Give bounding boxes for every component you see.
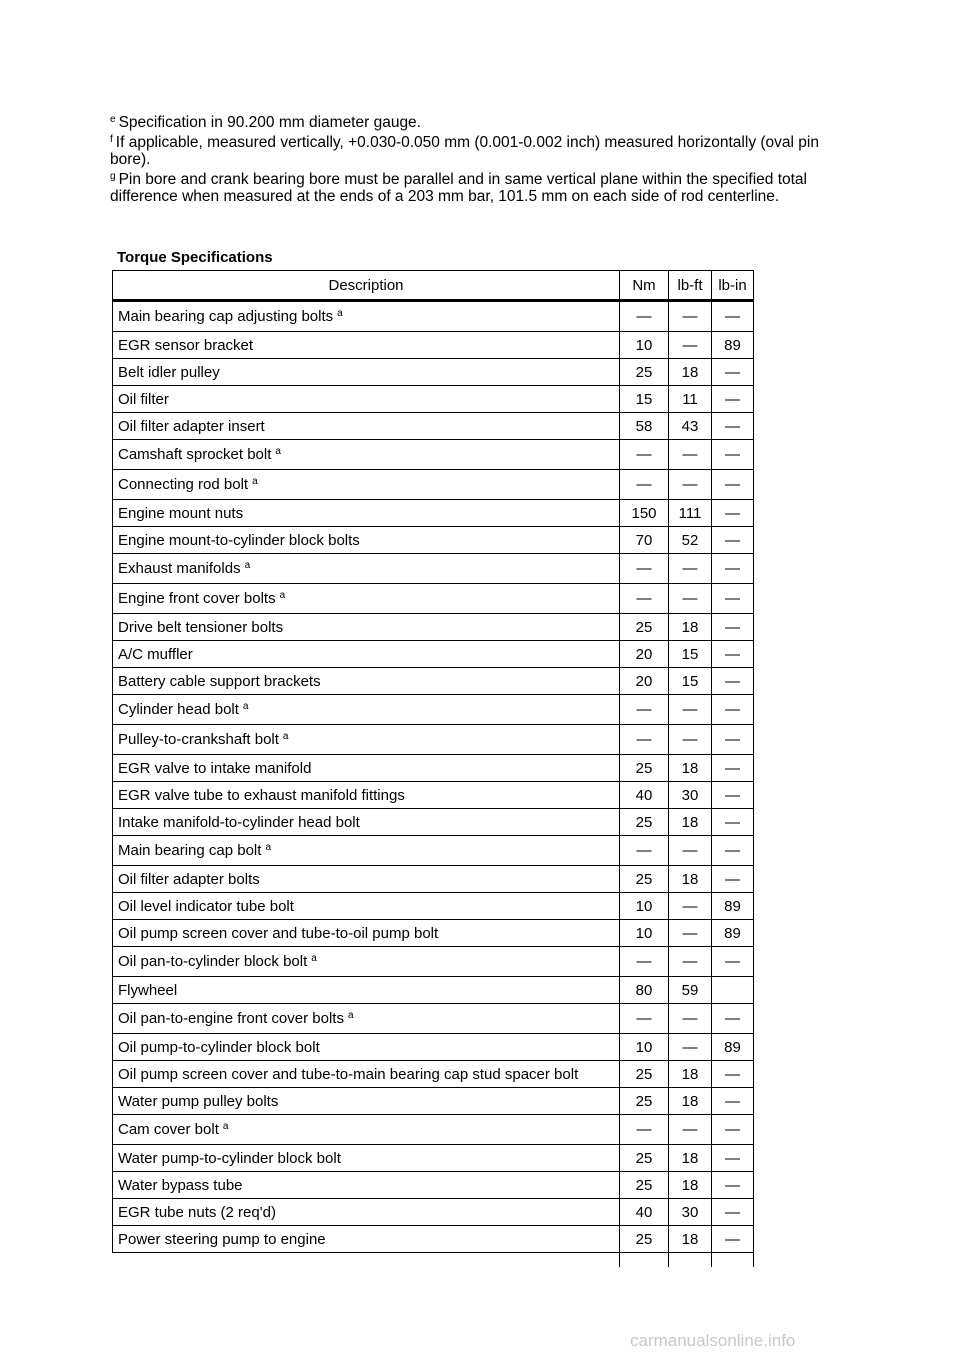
cell-lb-in: — <box>712 614 754 641</box>
table-row <box>113 977 754 1004</box>
cell-lb-ft: 18 <box>669 359 712 386</box>
cell-nm: 10 <box>620 920 669 947</box>
footnote-mark: g <box>110 171 116 182</box>
cell-lb-in: — <box>712 1115 754 1145</box>
cell-description <box>113 695 620 725</box>
description-text: A/C muffler <box>118 645 193 663</box>
cell-description <box>113 500 620 527</box>
description-text: Oil pan-to-engine front cover bolts <box>118 1010 344 1027</box>
cell-lb-ft: — <box>669 893 712 920</box>
table-row <box>113 836 754 866</box>
table-row <box>113 947 754 977</box>
cell-lb-ft: 18 <box>669 1088 712 1115</box>
description-text: Oil level indicator tube bolt <box>118 897 294 915</box>
cell-lb-ft: 52 <box>669 527 712 554</box>
table-row <box>113 1226 754 1253</box>
description-text: Exhaust manifolds <box>118 560 241 577</box>
cell-nm: 25 <box>620 1226 669 1253</box>
cell-lb-ft: 18 <box>669 809 712 836</box>
continuation-cell <box>113 1253 620 1268</box>
description-text: EGR sensor bracket <box>118 336 254 354</box>
cell-description <box>113 1172 620 1199</box>
cell-description <box>113 1088 620 1115</box>
cell-nm: — <box>620 301 669 332</box>
cell-lb-ft: 43 <box>669 413 712 440</box>
cell-description <box>113 1145 620 1172</box>
column-header-lb-ft: lb-ft <box>669 271 712 301</box>
table-header-row <box>113 271 754 301</box>
cell-lb-ft: 15 <box>669 668 712 695</box>
cell-lb-in: — <box>712 301 754 332</box>
table-continuation <box>113 1253 754 1268</box>
table-row <box>113 866 754 893</box>
cell-lb-ft: 18 <box>669 1172 712 1199</box>
cell-lb-in: — <box>712 836 754 866</box>
footnote-ref: a <box>311 953 317 964</box>
cell-lb-in: — <box>712 695 754 725</box>
cell-nm: 80 <box>620 977 669 1004</box>
table-row <box>113 527 754 554</box>
table-row <box>113 1004 754 1034</box>
footnotes <box>110 114 850 208</box>
description-text: Engine front cover bolts <box>118 590 276 607</box>
table-row <box>113 500 754 527</box>
cell-nm: 25 <box>620 1061 669 1088</box>
description-text: Water pump-to-cylinder block bolt <box>118 1149 341 1167</box>
cell-lb-ft: 18 <box>669 1061 712 1088</box>
table-title: Torque Specifications <box>117 249 273 266</box>
cell-lb-ft: — <box>669 1004 712 1034</box>
footnote-ref: a <box>282 731 289 742</box>
cell-nm: 10 <box>620 893 669 920</box>
description-text: Drive belt tensioner bolts <box>118 618 284 636</box>
cell-nm: 15 <box>620 386 669 413</box>
description-text: Cylinder head bolt <box>118 701 239 718</box>
description-text: Oil pump screen cover and tube-to-oil pump bolt <box>118 924 439 942</box>
cell-lb-in: — <box>712 1004 754 1034</box>
cell-lb-ft: — <box>669 554 712 584</box>
footnote-mark: f <box>110 134 113 145</box>
cell-description <box>113 1199 620 1226</box>
cell-description <box>113 332 620 359</box>
cell-lb-in: — <box>712 1061 754 1088</box>
cell-lb-in: — <box>712 584 754 614</box>
cell-lb-ft: 11 <box>669 386 712 413</box>
table-row <box>113 668 754 695</box>
cell-lb-ft: — <box>669 1034 712 1061</box>
cell-nm: 25 <box>620 614 669 641</box>
continuation-cell <box>620 1253 669 1268</box>
footnote-text: Pin bore and crank bearing bore must be parallel and in same vertical plane within the specified total difference when measured at the ends of a 203 mm bar, 101.5 mm on each side of rod centerline. <box>110 171 807 205</box>
footnote-f <box>110 134 850 168</box>
cell-lb-in: 89 <box>712 332 754 359</box>
description-text: Intake manifold-to-cylinder head bolt <box>118 813 360 831</box>
table-row <box>113 695 754 725</box>
cell-lb-in: 89 <box>712 1034 754 1061</box>
description-text: Connecting rod bolt <box>118 476 249 493</box>
cell-description <box>113 725 620 755</box>
cell-description <box>113 554 620 584</box>
table-row <box>113 893 754 920</box>
table-row <box>113 1061 754 1088</box>
cell-lb-ft: 18 <box>669 1226 712 1253</box>
cell-nm: — <box>620 947 669 977</box>
cell-nm: — <box>620 1004 669 1034</box>
description-text: EGR valve tube to exhaust manifold fittings <box>118 786 405 804</box>
cell-lb-in: — <box>712 725 754 755</box>
table-row <box>113 809 754 836</box>
cell-nm: — <box>620 440 669 470</box>
table-row <box>113 641 754 668</box>
cell-lb-ft: — <box>669 470 712 500</box>
cell-nm: 10 <box>620 332 669 359</box>
description-text: Belt idler pulley <box>118 363 220 381</box>
description-text: Cam cover bolt <box>118 1121 219 1138</box>
description-text: Oil pump-to-cylinder block bolt <box>118 1038 320 1056</box>
column-header-nm: Nm <box>620 271 669 301</box>
description-text: Engine mount nuts <box>118 504 244 522</box>
cell-lb-in: — <box>712 359 754 386</box>
cell-description <box>113 413 620 440</box>
cell-lb-in: — <box>712 866 754 893</box>
cell-nm: — <box>620 836 669 866</box>
description-text: Main bearing cap adjusting bolts <box>118 308 334 325</box>
table-row <box>113 359 754 386</box>
cell-lb-ft: 59 <box>669 977 712 1004</box>
cell-lb-in: — <box>712 782 754 809</box>
footnote-g <box>110 171 850 205</box>
table-row <box>113 440 754 470</box>
cell-nm: 25 <box>620 809 669 836</box>
cell-description <box>113 1004 620 1034</box>
cell-lb-ft: 18 <box>669 755 712 782</box>
cell-nm: 25 <box>620 1172 669 1199</box>
cell-lb-in: — <box>712 527 754 554</box>
cell-description <box>113 641 620 668</box>
table-row <box>113 386 754 413</box>
footnote-ref: a <box>275 446 281 457</box>
description-text: Battery cable support brackets <box>118 672 321 690</box>
cell-lb-in: — <box>712 500 754 527</box>
cell-lb-ft: — <box>669 332 712 359</box>
cell-nm: 20 <box>620 668 669 695</box>
cell-lb-ft: — <box>669 920 712 947</box>
description-text: Water bypass tube <box>118 1176 243 1194</box>
cell-lb-in <box>712 977 754 1004</box>
table-body <box>113 301 754 1268</box>
cell-lb-in: — <box>712 386 754 413</box>
description-text: Pulley-to-crankshaft bolt <box>118 731 279 748</box>
cell-nm: — <box>620 554 669 584</box>
cell-nm: — <box>620 584 669 614</box>
description-text: Oil pump screen cover and tube-to-main bearing cap stud spacer bolt <box>118 1065 579 1083</box>
cell-nm: 25 <box>620 755 669 782</box>
cell-lb-in: — <box>712 470 754 500</box>
cell-description <box>113 1226 620 1253</box>
cell-lb-ft: 18 <box>669 866 712 893</box>
cell-description <box>113 836 620 866</box>
description-text: EGR tube nuts (2 req'd) <box>118 1203 276 1221</box>
description-text: Power steering pump to engine <box>118 1230 326 1248</box>
cell-lb-in: — <box>712 554 754 584</box>
cell-lb-ft: — <box>669 1115 712 1145</box>
table-row <box>113 1172 754 1199</box>
cell-nm: — <box>620 695 669 725</box>
continuation-cell <box>669 1253 712 1268</box>
cell-description <box>113 947 620 977</box>
cell-lb-ft: — <box>669 836 712 866</box>
continuation-cell <box>712 1253 754 1268</box>
description-text: Oil pan-to-cylinder block bolt <box>118 953 308 970</box>
cell-lb-ft: 111 <box>669 500 712 527</box>
cell-lb-in: — <box>712 1088 754 1115</box>
cell-nm: 40 <box>620 1199 669 1226</box>
cell-lb-in: — <box>712 755 754 782</box>
cell-lb-ft: 15 <box>669 641 712 668</box>
footnote-ref: a <box>265 842 271 853</box>
cell-lb-ft: 18 <box>669 614 712 641</box>
table-row <box>113 1034 754 1061</box>
footnote-ref: a <box>222 1121 229 1132</box>
cell-lb-in: — <box>712 809 754 836</box>
description-text: Main bearing cap bolt <box>118 842 262 859</box>
cell-lb-ft: — <box>669 695 712 725</box>
cell-description <box>113 809 620 836</box>
description-text: Oil filter adapter insert <box>118 417 265 435</box>
description-text: Flywheel <box>118 981 178 999</box>
cell-description <box>113 977 620 1004</box>
footnote-ref: a <box>242 701 249 712</box>
cell-lb-ft: — <box>669 301 712 332</box>
cell-description <box>113 440 620 470</box>
table-row <box>113 920 754 947</box>
table-row <box>113 614 754 641</box>
table-row <box>113 1145 754 1172</box>
table-row <box>113 755 754 782</box>
cell-nm: 25 <box>620 1145 669 1172</box>
cell-lb-in: — <box>712 641 754 668</box>
cell-description <box>113 668 620 695</box>
table-row <box>113 413 754 440</box>
cell-description <box>113 359 620 386</box>
cell-lb-in: — <box>712 1172 754 1199</box>
cell-lb-ft: 30 <box>669 1199 712 1226</box>
cell-description <box>113 386 620 413</box>
footnote-ref: a <box>279 590 286 601</box>
column-header-lb-in: lb-in <box>712 271 754 301</box>
cell-nm: 20 <box>620 641 669 668</box>
cell-lb-in: — <box>712 947 754 977</box>
cell-description <box>113 755 620 782</box>
description-text: Camshaft sprocket bolt <box>118 446 272 463</box>
column-header-description: Description <box>113 271 620 301</box>
footnote-text: If applicable, measured vertically, +0.030-0.050 mm (0.001-0.002 inch) measured horizontally (oval pin bore). <box>110 134 819 168</box>
cell-description <box>113 584 620 614</box>
torque-specifications-table <box>112 270 754 1267</box>
table-row <box>113 301 754 332</box>
description-text: Oil filter adapter bolts <box>118 870 260 888</box>
cell-lb-in: — <box>712 668 754 695</box>
description-text: Water pump pulley bolts <box>118 1092 279 1110</box>
cell-nm: 25 <box>620 1088 669 1115</box>
cell-nm: 25 <box>620 359 669 386</box>
cell-nm: 150 <box>620 500 669 527</box>
footnote-text: Specification in 90.200 mm diameter gauge. <box>118 114 421 131</box>
table-row <box>113 1115 754 1145</box>
table-row <box>113 725 754 755</box>
cell-description <box>113 470 620 500</box>
cell-lb-in: — <box>712 1226 754 1253</box>
cell-lb-in: — <box>712 1199 754 1226</box>
cell-description <box>113 866 620 893</box>
cell-description <box>113 1034 620 1061</box>
cell-description <box>113 782 620 809</box>
table-row <box>113 470 754 500</box>
cell-lb-in: — <box>712 440 754 470</box>
cell-lb-ft: — <box>669 947 712 977</box>
table-row <box>113 1199 754 1226</box>
description-text: Oil filter <box>118 390 169 408</box>
footnote-ref: a <box>347 1010 354 1021</box>
cell-nm: 40 <box>620 782 669 809</box>
cell-nm: — <box>620 470 669 500</box>
cell-lb-in: 89 <box>712 920 754 947</box>
description-text: EGR valve to intake manifold <box>118 759 312 777</box>
cell-lb-in: — <box>712 1145 754 1172</box>
cell-description <box>113 527 620 554</box>
table-row <box>113 1088 754 1115</box>
cell-lb-ft: 18 <box>669 1145 712 1172</box>
cell-lb-ft: — <box>669 725 712 755</box>
cell-lb-in: 89 <box>712 893 754 920</box>
cell-nm: — <box>620 725 669 755</box>
cell-nm: 25 <box>620 866 669 893</box>
cell-description <box>113 893 620 920</box>
table-row <box>113 332 754 359</box>
table-row <box>113 782 754 809</box>
cell-lb-ft: — <box>669 584 712 614</box>
cell-description <box>113 920 620 947</box>
cell-nm: 70 <box>620 527 669 554</box>
cell-nm: 58 <box>620 413 669 440</box>
cell-lb-in: — <box>712 413 754 440</box>
cell-lb-ft: 30 <box>669 782 712 809</box>
cell-nm: — <box>620 1115 669 1145</box>
table-row <box>113 584 754 614</box>
cell-description <box>113 1115 620 1145</box>
footnote-ref: a <box>244 560 251 571</box>
footnote-ref: a <box>337 308 343 319</box>
footnote-ref: a <box>252 476 258 487</box>
footnote-mark: e <box>110 114 116 125</box>
cell-nm: 10 <box>620 1034 669 1061</box>
cell-description <box>113 614 620 641</box>
cell-description <box>113 1061 620 1088</box>
footnote-e <box>110 114 850 131</box>
watermark: carmanualsonline.info <box>630 1331 796 1350</box>
table-row <box>113 554 754 584</box>
cell-description <box>113 301 620 332</box>
cell-lb-ft: — <box>669 440 712 470</box>
description-text: Engine mount-to-cylinder block bolts <box>118 531 360 549</box>
